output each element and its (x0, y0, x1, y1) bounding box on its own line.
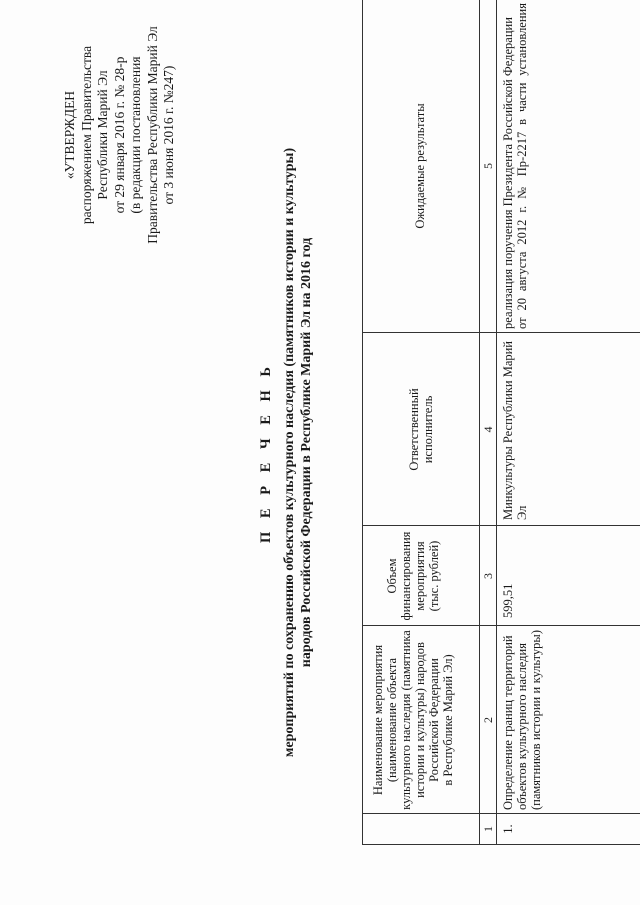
approval-line: от 29 января 2016 г. № 28-р (111, 56, 127, 214)
header-results: Ожидаемые результаты (413, 103, 427, 229)
approval-line: распоряжением Правительства (78, 45, 94, 225)
header-executor: Ответственный исполнитель (407, 388, 435, 471)
row-number: 1. (501, 824, 515, 834)
title-block (258, 40, 315, 865)
document-subtitle-line-2: народов Российской Федерации в Республике Марий Эл на 2016 год (299, 237, 314, 668)
column-number: 1 (481, 826, 495, 832)
row-executor: Минкультуры Республики Марий Эл (501, 341, 529, 520)
approval-line: Правительства Республики Марий Эл (144, 26, 160, 244)
approval-stamp (62, 20, 178, 250)
approval-line: «УТВЕРЖДЕН (62, 90, 77, 180)
header-bottom-rule (479, 0, 480, 844)
row-name: Определение границ территорий объектов культурного наследия (памятников истории и культуры) (501, 630, 543, 810)
measures-table (362, 0, 640, 845)
document-subtitle-line-1: мероприятий по сохранению объектов культурного наследия (памятников истории и культуры) (282, 147, 297, 758)
document-title: П Е Р Е Ч Е Н Ь (258, 361, 274, 544)
header-amount: Объем финансирования мероприятия (тыс. рублей) (385, 531, 441, 621)
approval-line: Республики Марий Эл (95, 70, 110, 200)
row-amount: 599,51 (501, 583, 515, 618)
approval-line: (в редакции постановления (128, 56, 143, 214)
column-number: 2 (481, 717, 495, 723)
numbers-bottom-rule (496, 0, 497, 844)
column-number: 5 (481, 163, 495, 169)
column-number: 3 (481, 573, 495, 579)
header-name: Наименование мероприятия (наименование объекта культурного наследия (памятника истории и культуры) народов Российской Федерации в Республике Марий Эл) (371, 630, 455, 810)
approval-line: от 3 июня 2016 г. №247) (161, 65, 176, 205)
column-number: 4 (481, 426, 495, 433)
row-result: реализация поручения Президента Российской Федерации от 20 августа 2012 г. № Пр-2217 в части установления (501, 3, 529, 329)
